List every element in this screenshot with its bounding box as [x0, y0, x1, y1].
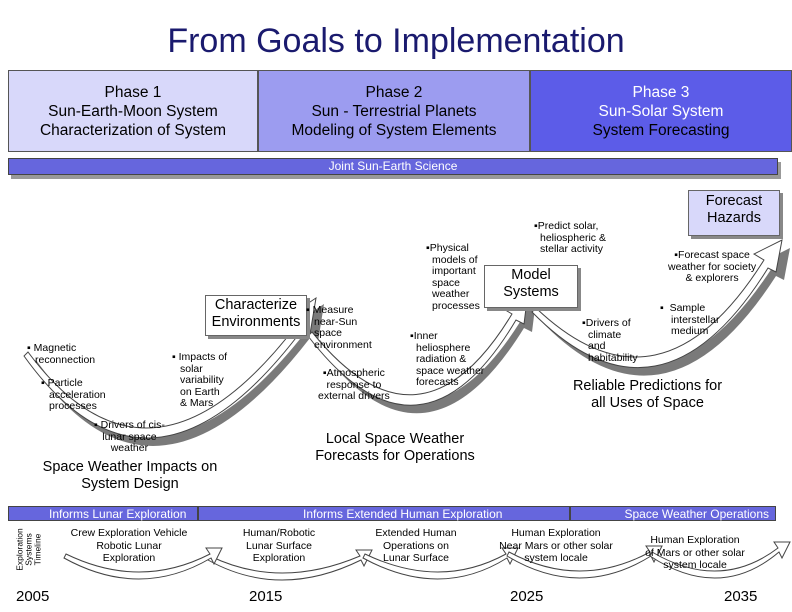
- year-2015: 2015: [249, 588, 283, 605]
- timeline-bar-lunar: Informs Lunar Exploration: [8, 506, 198, 521]
- phase-1-label: Phase 1: [104, 84, 162, 101]
- year-2025: 2025: [510, 588, 544, 605]
- characterize-line1: Characterize: [214, 297, 298, 313]
- year-2035: 2035: [724, 588, 758, 605]
- phase-2-label: Phase 2: [365, 84, 423, 101]
- characterize-environments-box: [205, 295, 307, 336]
- bullet-predict: ▪Predict solar, heliospheric & stellar activity: [534, 220, 606, 255]
- timeline-item-2: Human/Robotic Lunar Surface Exploration: [242, 527, 316, 564]
- year-2005: 2005: [16, 588, 50, 605]
- side-label-line1: Exploration: [14, 528, 25, 571]
- model-systems-box: [484, 265, 578, 308]
- forecast-line2: Hazards: [707, 210, 761, 226]
- phase-3-focus: System Forecasting: [592, 122, 730, 139]
- bullet-measure: ▪ Measure near-Sun space environment: [306, 304, 372, 351]
- bullet-physical: ▪Physical models of important space weather processes: [426, 242, 480, 312]
- phase-2-system: Sun - Terrestrial Planets: [311, 103, 477, 120]
- timeline-item-5: Human Exploration of Mars or other solar system locale: [645, 534, 745, 571]
- timeline-item-3: Extended Human Operations on Lunar Surface: [375, 527, 457, 564]
- phase-3-label: Phase 3: [632, 84, 690, 101]
- bullet-drivers: ▪ Drivers of cis- lunar space weather: [94, 419, 165, 454]
- timeline-item-4: Human Exploration Near Mars or other solar system locale: [499, 527, 613, 564]
- timeline-bar-extended: Informs Extended Human Exploration: [198, 506, 570, 521]
- page-title: From Goals to Implementation: [167, 22, 625, 60]
- bullet-impacts: ▪ Impacts of solar variability on Earth & Mars: [172, 351, 228, 409]
- phase-3-system: Sun-Solar System: [598, 103, 724, 120]
- caption-reliable: Reliable Predictions for all Uses of Space: [572, 378, 723, 411]
- phase-2-focus: Modeling of System Elements: [291, 122, 497, 139]
- timeline-bar-operations: Space Weather Operations: [570, 506, 776, 521]
- phase-1-focus: Characterization of System: [39, 122, 227, 139]
- side-label-line3: Timeline: [32, 533, 43, 566]
- phase-1-system: Sun-Earth-Moon System: [48, 103, 218, 120]
- bullet-atmospheric: ▪Atmospheric response to external drivers: [318, 367, 390, 402]
- model-line2: Systems: [503, 284, 559, 300]
- bullet-particle: ▪ Particle acceleration processes: [41, 377, 106, 412]
- characterize-line2: Environments: [211, 314, 301, 330]
- bullet-climate: ▪Drivers of climate and habitability: [582, 317, 638, 364]
- bullet-sample: ▪ Sample interstellar medium: [660, 302, 720, 337]
- timeline-item-1: Crew Exploration Vehicle Robotic Lunar Exploration: [70, 527, 188, 564]
- joint-science-bar: Joint Sun-Earth Science: [8, 158, 778, 175]
- caption-local-forecasts: Local Space Weather Forecasts for Operations: [315, 431, 475, 464]
- forecast-line1: Forecast: [705, 193, 763, 209]
- bullet-forecast-space: ▪Forecast space weather for society & explorers: [668, 249, 757, 284]
- model-line1: Model: [511, 267, 551, 283]
- side-label-line2: Systems: [23, 533, 34, 566]
- bullet-magnetic: ▪ Magnetic reconnection: [27, 342, 96, 366]
- bullet-inner: ▪Inner heliosphere radiation & space weather forecasts: [410, 330, 485, 388]
- caption-impacts-design: Space Weather Impacts on System Design: [42, 459, 218, 492]
- forecast-hazards-box: [688, 190, 780, 236]
